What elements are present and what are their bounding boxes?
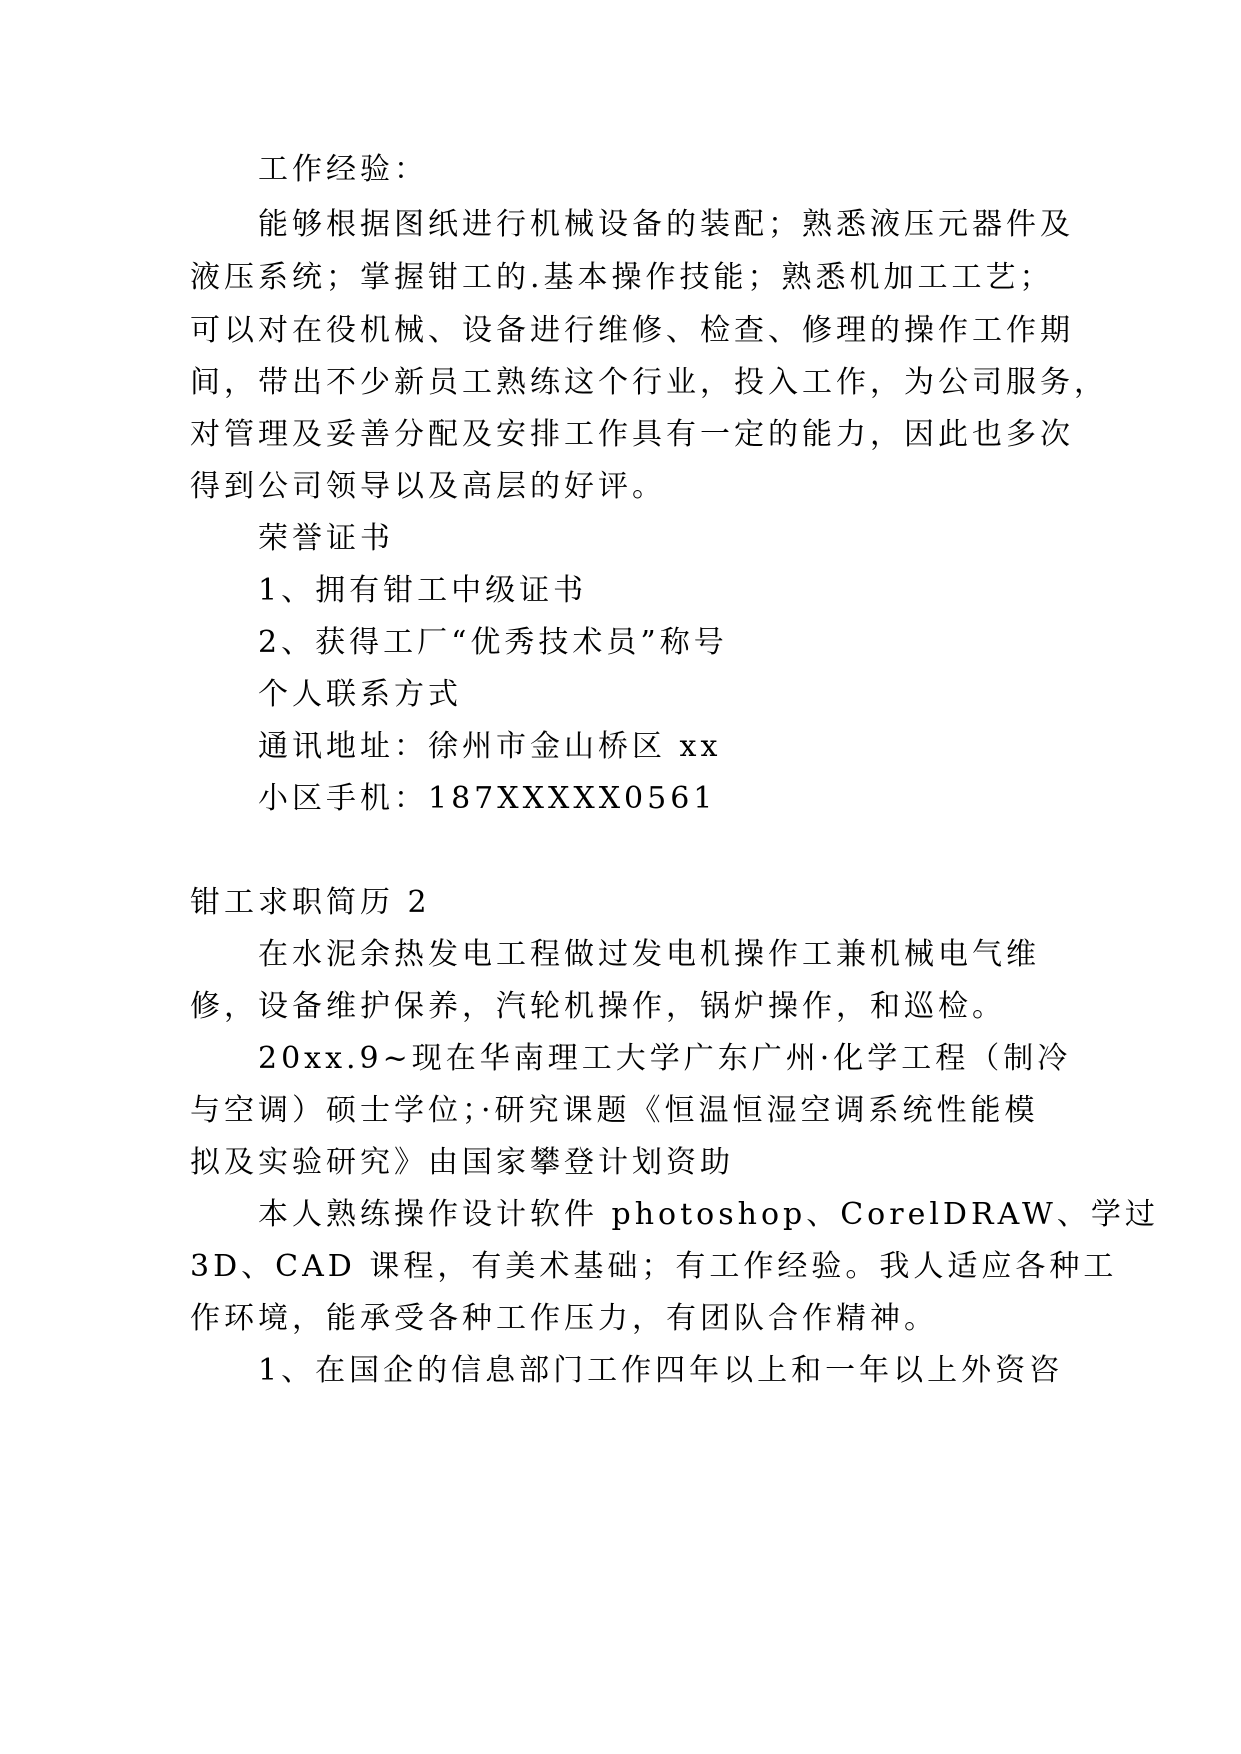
paragraph-line: 20xx.9~现在华南理工大学广东广州·化学工程（制冷: [258, 1041, 1072, 1076]
paragraph-line: 可以对在役机械、设备进行维修、检查、修理的操作工作期: [190, 313, 1074, 348]
heading-honors: 荣誉证书: [258, 521, 394, 556]
paragraph-line: 能够根据图纸进行机械设备的装配；熟悉液压元器件及: [258, 207, 1074, 242]
paragraph-line: 拟及实验研究》由国家攀登计划资助: [190, 1145, 734, 1180]
paragraph-line: 液压系统；掌握钳工的.基本操作技能；熟悉机加工工艺；: [190, 260, 1054, 295]
paragraph-line: 在水泥余热发电工程做过发电机操作工兼机械电气维: [258, 937, 1040, 972]
paragraph-line: 与空调）硕士学位；·研究课题《恒温恒湿空调系统性能模: [190, 1093, 1039, 1128]
list-item: 2、获得工厂“优秀技术员”称号: [258, 625, 728, 660]
paragraph-line: 得到公司领导以及高层的好评。: [190, 469, 666, 504]
paragraph-line: 修，设备维护保养，汽轮机操作，锅炉操作，和巡检。: [190, 989, 1006, 1024]
heading-work-experience: 工作经验：: [258, 152, 428, 187]
section-title-resume-2: 钳工求职简历 2: [190, 885, 431, 920]
paragraph-line: 间，带出不少新员工熟练这个行业，投入工作，为公司服务，: [190, 365, 1108, 400]
heading-contact: 个人联系方式: [258, 677, 462, 712]
list-item: 1、拥有钳工中级证书: [258, 573, 588, 608]
contact-phone: 小区手机：187XXXXX0561: [258, 781, 717, 816]
paragraph-line: 3D、CAD 课程，有美术基础；有工作经验。我人适应各种工: [190, 1249, 1118, 1284]
paragraph-line: 1、在国企的信息部门工作四年以上和一年以上外资咨: [258, 1353, 1064, 1388]
contact-address: 通讯地址：徐州市金山桥区 xx: [258, 729, 722, 764]
paragraph-line: 本人熟练操作设计软件 photoshop、CorelDRAW、学过: [258, 1197, 1159, 1232]
paragraph-line: 对管理及妥善分配及安排工作具有一定的能力，因此也多次: [190, 417, 1074, 452]
paragraph-line: 作环境，能承受各种工作压力，有团队合作精神。: [190, 1301, 938, 1336]
